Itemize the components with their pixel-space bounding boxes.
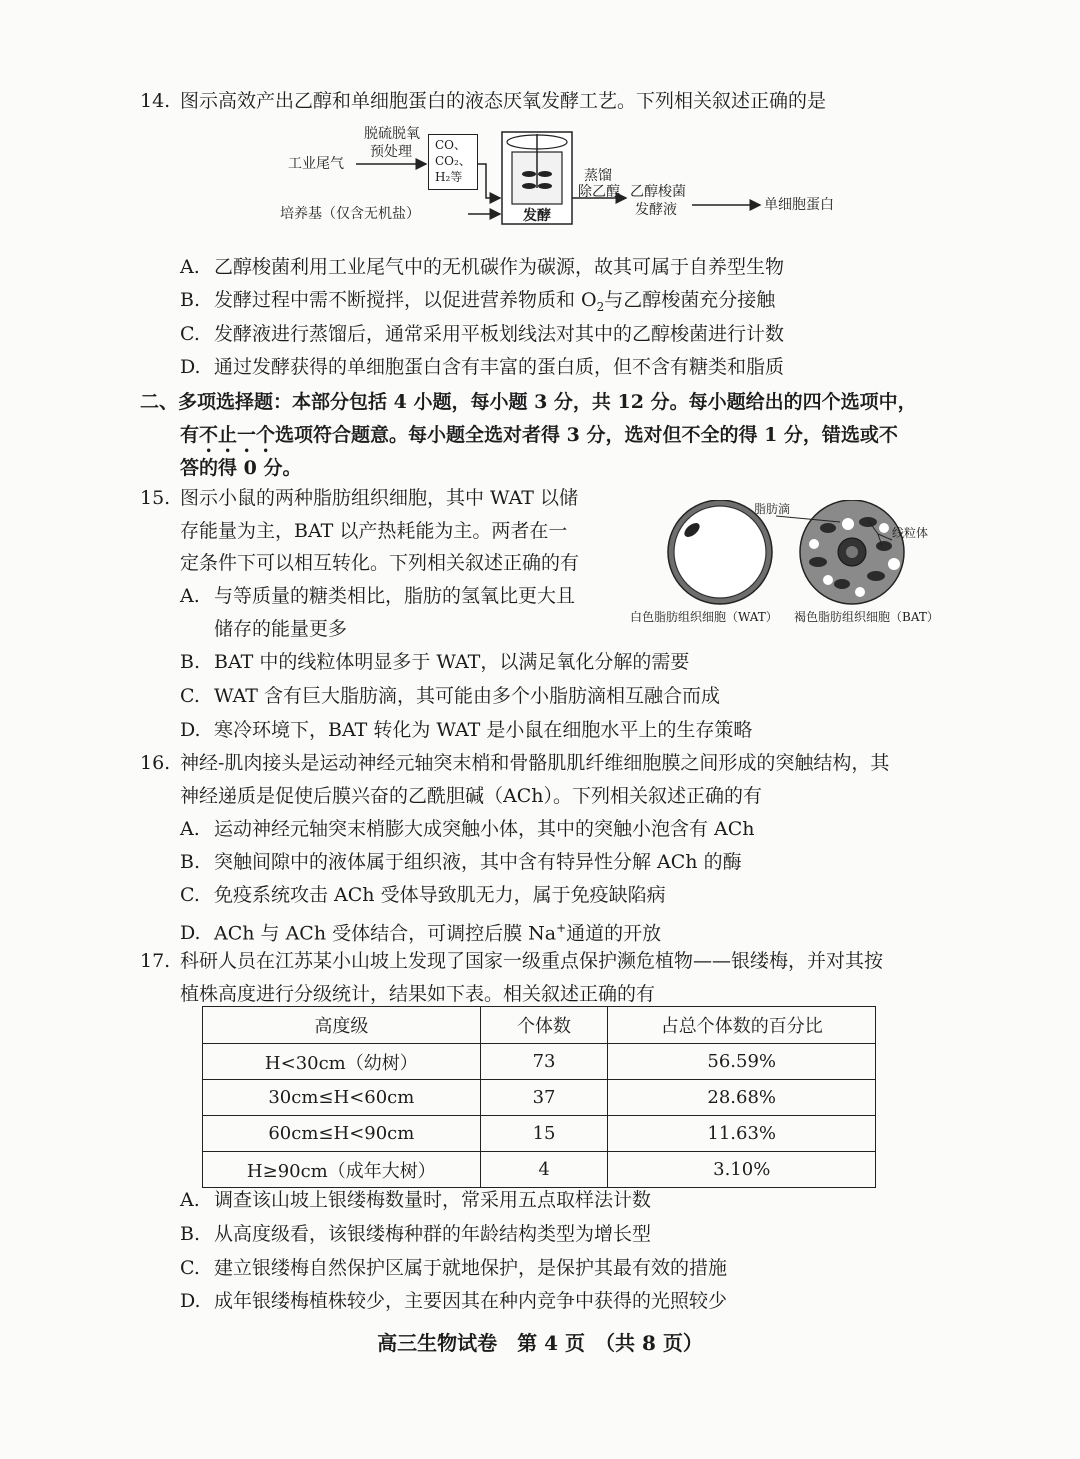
table-cell: 37	[480, 1080, 608, 1116]
q15-stem-3: 定条件下可以相互转化。下列相关叙述正确的有	[180, 552, 580, 574]
table-header-cell: 占总个体数的百分比	[608, 1007, 876, 1044]
q15-option-b: B. BAT 中的线粒体明显多于 WAT，以满足氧化分解的需要	[180, 651, 690, 673]
table-cell: 73	[480, 1044, 608, 1080]
q17-stem-2: 植株高度进行分级统计，结果如下表。相关叙述正确的有	[180, 983, 656, 1005]
q17-stem: 17. 科研人员在江苏某小山坡上发现了国家一级重点保护濒危植物——银缕梅，并对其按	[140, 950, 884, 972]
q15-option-c: C. WAT 含有巨大脂肪滴，其可能由多个小脂肪滴相互融合而成	[180, 685, 720, 707]
product-label: 单细胞蛋白	[764, 197, 834, 213]
table-header-cell: 高度级	[203, 1007, 481, 1044]
section-2-rule-end: 答的得 0 分。	[180, 457, 302, 479]
fat-cells-figure	[628, 500, 958, 628]
q17-option-c: C. 建立银缕梅自然保护区属于就地保护，是保护其最有效的措施	[180, 1257, 728, 1279]
page-footer: 高三生物试卷 第 4 页 （共 8 页）	[377, 1331, 703, 1355]
q16-option-a: A. 运动神经元轴突末梢膨大成突触小体，其中的突触小泡含有 ACh	[180, 818, 755, 840]
table-cell: 30cm≤H<60cm	[203, 1080, 481, 1116]
q15-option-d: D. 寒冷环境下，BAT 转化为 WAT 是小鼠在细胞水平上的生存策略	[180, 719, 753, 741]
bat-caption: 褐色脂肪组织细胞（BAT）	[794, 610, 939, 624]
table-row	[203, 1152, 876, 1188]
pretreat-label-2: 预处理	[370, 144, 412, 160]
mitochondria-label: 线粒体	[892, 526, 929, 540]
q15-option-a: A. 与等质量的糖类相比，脂肪的氢氧比更大且	[180, 585, 576, 607]
fat-cells-drawing	[628, 500, 958, 628]
table-cell: H≥90cm（成年大树）	[203, 1152, 481, 1188]
q15-option-a-cont: 储存的能量更多	[214, 618, 348, 640]
height-grade-table	[202, 1006, 876, 1188]
ferment-label: 发酵	[523, 208, 551, 224]
q16-option-c: C. 免疫系统攻击 ACh 受体导致肌无力，属于免疫缺陷病	[180, 884, 666, 906]
medium-label: 培养基（仅含无机盐）	[280, 206, 420, 222]
q16-stem: 16. 神经-肌肉接头是运动神经元轴突末梢和骨骼肌肌纤维细胞膜之间形成的突触结构，其	[140, 752, 890, 774]
broth-label: 乙醇梭菌	[630, 184, 686, 200]
table-cell: 15	[480, 1116, 608, 1152]
section-2-header: 二、多项选择题：本部分包括 4 小题，每小题 3 分，共 12 分。每小题给出的四个选项中，	[140, 391, 917, 413]
q14-option-c: C. 发酵液进行蒸馏后，通常采用平板划线法对其中的乙醇梭菌进行计数	[180, 323, 785, 345]
table-row	[203, 1080, 876, 1116]
gas-box: CO、 CO₂、 H₂等	[428, 134, 478, 190]
table-header-cell: 个体数	[480, 1007, 608, 1044]
distill-label-2: 除乙醇	[578, 184, 620, 200]
table-cell: 4	[480, 1152, 608, 1188]
table-header-row	[203, 1007, 876, 1044]
fat-droplet-label: 脂肪滴	[754, 502, 791, 516]
table-cell: 56.59%	[608, 1044, 876, 1080]
q14-option-d: D. 通过发酵获得的单细胞蛋白含有丰富的蛋白质，但不含有糖类和脂质	[180, 356, 785, 378]
q16-option-d: D. ACh 与 ACh 受体结合，可调控后膜 Na+通道的开放	[180, 921, 662, 945]
q17-option-d: D. 成年银缕梅植株较少，主要因其在种内竞争中获得的光照较少	[180, 1290, 728, 1312]
q14-option-b: B. 发酵过程中需不断搅拌，以促进营养物质和 $O_2$与乙醇梭菌充分接触	[180, 289, 776, 314]
q17-option-b: B. 从高度级看，该银缕梅种群的年龄结构类型为增长型	[180, 1223, 652, 1245]
fermentation-process-diagram	[280, 122, 870, 230]
q14-stem: 14. 图示高效产出乙醇和单细胞蛋白的液态厌氧发酵工艺。下列相关叙述正确的是	[140, 90, 827, 112]
table-row	[203, 1116, 876, 1152]
q15-stem-2: 存能量为主，BAT 以产热耗能为主。两者在一	[180, 520, 568, 542]
distill-label: 蒸馏	[584, 168, 612, 184]
table-row	[203, 1044, 876, 1080]
q17-option-a: A. 调查该山坡上银缕梅数量时，常采用五点取样法计数	[180, 1189, 652, 1211]
table-cell: 11.63%	[608, 1116, 876, 1152]
q14-option-a: A. 乙醇梭菌利用工业尾气中的无机碳作为碳源，故其可属于自养型生物	[180, 256, 785, 278]
pretreat-label: 脱硫脱氧	[364, 126, 420, 142]
q16-stem-2: 神经递质是促使后膜兴奋的乙酰胆碱（ACh）。下列相关叙述正确的有	[180, 785, 762, 807]
wat-caption: 白色脂肪组织细胞（WAT）	[630, 610, 778, 624]
industrial-gas-label: 工业尾气	[288, 156, 344, 172]
table-cell: 60cm≤H<90cm	[203, 1116, 481, 1152]
q15-stem: 15. 图示小鼠的两种脂肪组织细胞，其中 WAT 以储	[140, 487, 579, 509]
table-cell: H<30cm（幼树）	[203, 1044, 481, 1080]
q16-option-b: B. 突触间隙中的液体属于组织液，其中含有特异性分解 ACh 的酶	[180, 851, 742, 873]
broth-label-2: 发酵液	[635, 202, 677, 218]
table-cell: 28.68%	[608, 1080, 876, 1116]
question-number: 14.	[140, 90, 171, 112]
table-cell: 3.10%	[608, 1152, 876, 1188]
section-2-rule: 有不止一个选项符合题意。每小题全选对者得 3 分，选对但不全的得 1 分，错选或不	[180, 424, 898, 446]
